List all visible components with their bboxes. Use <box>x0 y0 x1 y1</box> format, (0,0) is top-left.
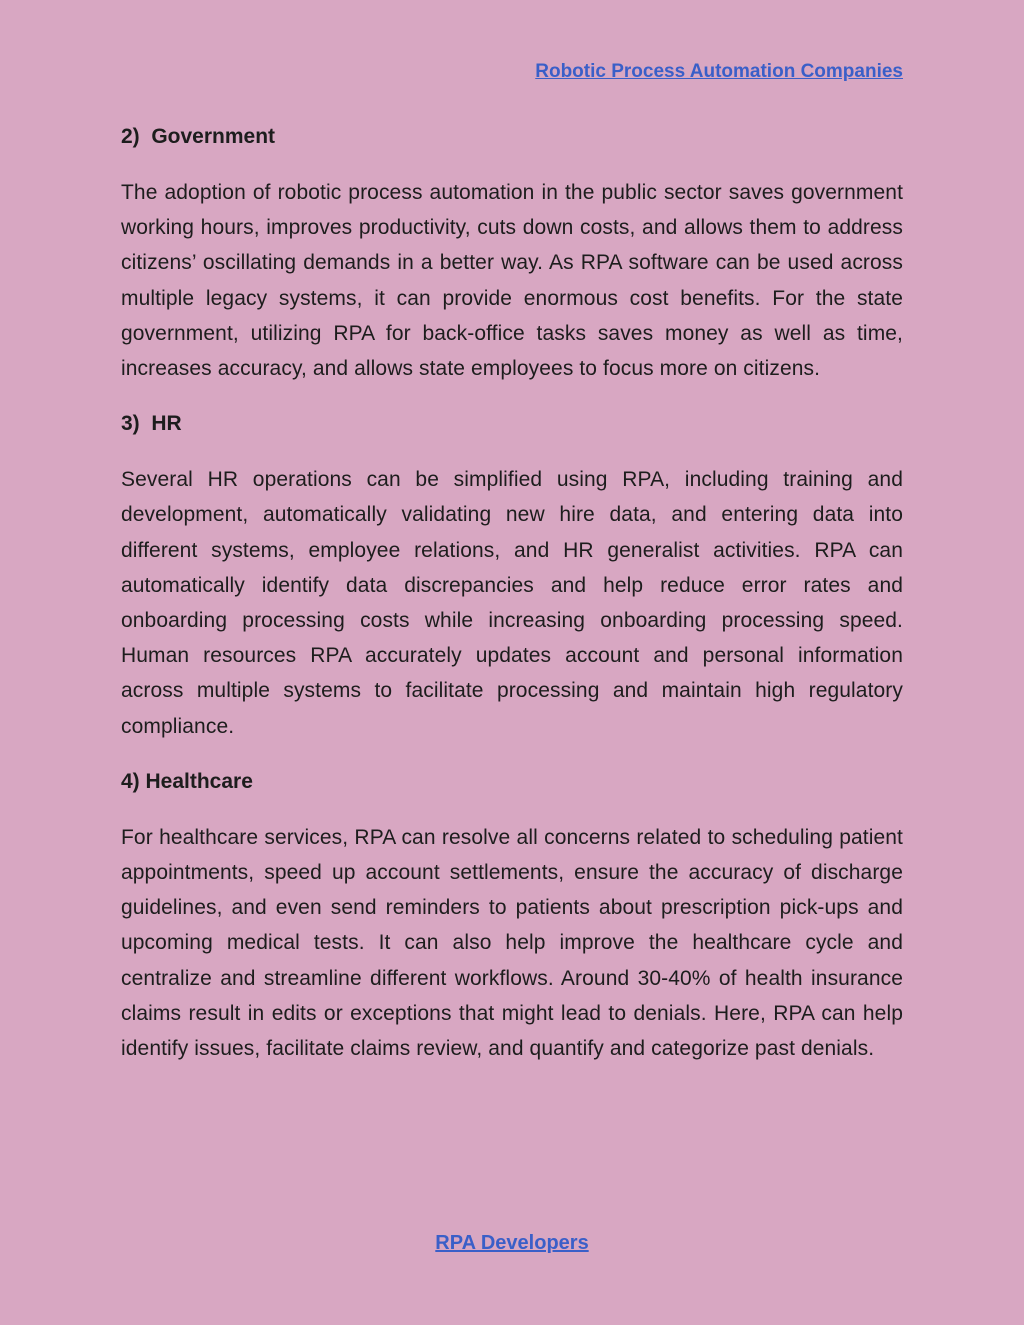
section-heading-government: 2) Government <box>121 125 276 148</box>
section-body-hr: Several HR operations can be simplified using RPA, including training and development, automatically validating new hire data, and entering data into different systems, employee relations, and HR generalist activities. RPA can automatically identify data discrepancies and help reduce error rates and onboarding processing costs while increasing onboarding processing speed. Human resources RPA accurately updates account and personal information across multiple systems to facilitate processing and maintain high regulatory compliance. <box>121 468 903 738</box>
section-heading-healthcare: 4) Healthcare <box>121 769 253 793</box>
section-heading-hr: 3) HR <box>121 412 182 436</box>
header-link-rpa-companies[interactable]: Robotic Process Automation Companies <box>535 61 903 82</box>
footer-link-rpa-developers[interactable]: RPA Developers <box>435 1232 589 1254</box>
document-content <box>121 121 903 1088</box>
section-body-healthcare: For healthcare services, RPA can resolve all concerns related to scheduling patient appointments, speed up account settlements, ensure the accuracy of discharge guidelines, and even send reminders to patients about prescription pick-ups and upcoming medical tests. It can also help improve the healthcare cycle and centralize and streamline different workflows. Around 30-40% of health insurance claims result in edits or exceptions that might lead to denials. Here, RPA can help identify issues, facilitate claims review, and quantify and categorize past denials. <box>121 825 903 1061</box>
section-body-government: The adoption of robotic process automation in the public sector saves government working hours, improves productivity, cuts down costs, and allows them to address citizens’ oscillating demands in a better way. As RPA software can be used across multiple legacy systems, it can provide enormous cost benefits. For the state government, utilizing RPA for back-office tasks saves money as well as time, increases accuracy, and allows state employees to focus more on citizens. <box>121 181 903 381</box>
footer <box>0 1232 1024 1255</box>
